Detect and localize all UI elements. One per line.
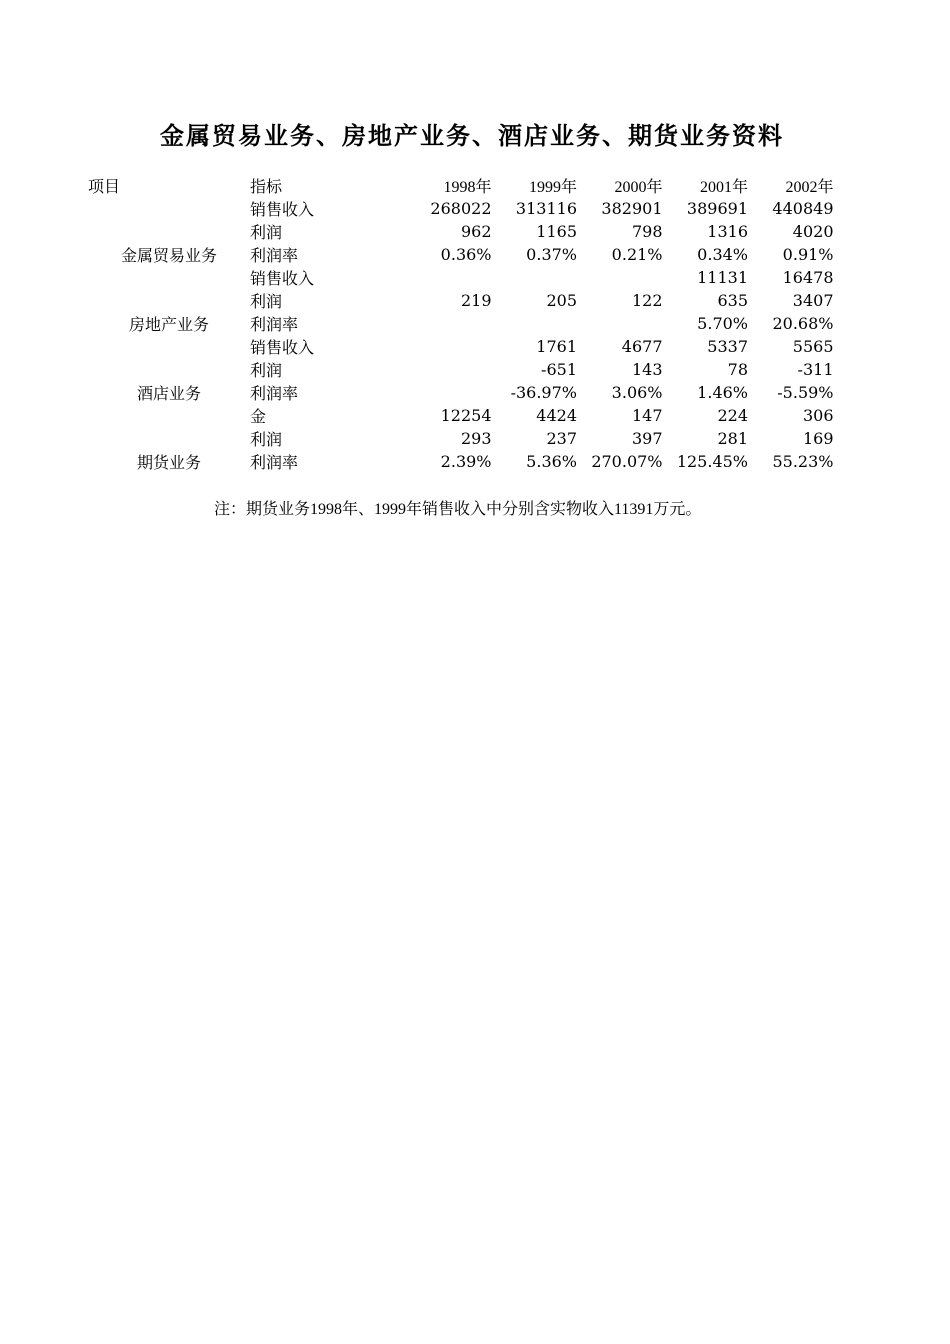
project-label <box>88 266 250 289</box>
value-cell <box>406 266 492 289</box>
indicator-label: 利润率 <box>250 453 299 472</box>
value-cell <box>577 266 663 289</box>
footnote: 注：期货业务1998年、1999年销售收入中分别含实物收入11391万元。 <box>214 501 702 518</box>
value-cell: 5337 <box>707 337 748 356</box>
project-label <box>88 197 250 220</box>
value-cell: 313116 <box>515 199 577 218</box>
value-cell: 798 <box>631 222 663 241</box>
value-cell: 11131 <box>697 268 748 287</box>
project-label <box>88 404 250 427</box>
value-cell: 169 <box>802 429 834 448</box>
indicator-label: 金 <box>250 407 267 426</box>
header-row <box>88 174 834 197</box>
value-cell <box>406 312 492 335</box>
indicator-label: 销售收入 <box>250 200 315 219</box>
value-cell: 78 <box>727 360 748 379</box>
value-cell: 1761 <box>536 337 577 356</box>
value-cell: 16478 <box>782 268 834 287</box>
value-cell: 219 <box>460 291 492 310</box>
value-cell: 224 <box>717 406 748 425</box>
header-indicator: 指标 <box>250 177 283 196</box>
table-row <box>88 220 834 243</box>
value-cell: 20.68% <box>772 314 834 333</box>
table-row <box>88 358 834 381</box>
value-cell: 306 <box>802 406 834 425</box>
value-cell: 205 <box>546 291 577 310</box>
table-row <box>88 312 834 335</box>
value-cell: 389691 <box>686 199 748 218</box>
header-year: 1999年 <box>528 179 577 196</box>
value-cell <box>406 335 492 358</box>
value-cell: 0.36% <box>440 245 492 264</box>
project-label <box>88 220 250 243</box>
value-cell: 4424 <box>536 406 577 425</box>
table-row <box>88 427 834 450</box>
value-cell: -36.97% <box>510 383 577 402</box>
value-cell: 2.39% <box>440 452 492 471</box>
value-cell: 5565 <box>792 337 834 356</box>
value-cell: 270.07% <box>591 452 663 471</box>
table-body <box>88 174 834 473</box>
table-row <box>88 197 834 220</box>
value-cell: 3.06% <box>611 383 663 402</box>
indicator-label: 销售收入 <box>250 269 315 288</box>
value-cell <box>492 266 578 289</box>
table-row <box>88 404 834 427</box>
value-cell: 440849 <box>772 199 834 218</box>
sheet-title: 金属贸易业务、房地产业务、酒店业务、期货业务资料 <box>160 121 784 150</box>
header-year: 1998年 <box>443 179 492 196</box>
indicator-label: 利润 <box>250 292 283 311</box>
value-cell <box>492 312 578 335</box>
indicator-label: 利润 <box>250 223 283 242</box>
value-cell: 0.37% <box>526 245 577 264</box>
value-cell <box>577 312 663 335</box>
value-cell <box>406 381 492 404</box>
value-cell: 293 <box>460 429 492 448</box>
value-cell: 125.45% <box>676 452 748 471</box>
value-cell: 382901 <box>601 199 663 218</box>
indicator-label: 利润率 <box>250 246 299 265</box>
value-cell: 3407 <box>792 291 834 310</box>
value-cell: 268022 <box>430 199 492 218</box>
indicator-label: 利润 <box>250 361 283 380</box>
project-label <box>88 427 250 450</box>
data-table <box>88 174 834 473</box>
table-row <box>88 266 834 289</box>
value-cell: 237 <box>546 429 577 448</box>
value-cell: 4020 <box>792 222 834 241</box>
value-cell: 0.21% <box>611 245 663 264</box>
value-cell: 55.23% <box>772 452 834 471</box>
value-cell: 397 <box>631 429 663 448</box>
value-cell: -5.59% <box>777 383 834 402</box>
indicator-label: 利润 <box>250 430 283 449</box>
project-label: 房地产业务 <box>128 315 209 334</box>
table-row <box>88 450 834 473</box>
value-cell: 0.91% <box>782 245 834 264</box>
value-cell: 281 <box>717 429 748 448</box>
value-cell: -651 <box>541 360 577 379</box>
value-cell: -311 <box>797 360 834 379</box>
table-row <box>88 381 834 404</box>
project-label <box>88 289 250 312</box>
value-cell: 1.46% <box>697 383 748 402</box>
indicator-label: 利润率 <box>250 384 299 403</box>
value-cell: 0.34% <box>697 245 748 264</box>
header-year: 2000年 <box>614 179 663 196</box>
header-project: 项目 <box>88 177 121 196</box>
value-cell: 4677 <box>621 337 663 356</box>
header-year: 2001年 <box>699 179 748 196</box>
project-label: 金属贸易业务 <box>120 246 217 265</box>
value-cell: 122 <box>631 291 663 310</box>
indicator-label: 利润率 <box>250 315 299 334</box>
value-cell: 1165 <box>536 222 577 241</box>
indicator-label: 销售收入 <box>250 338 315 357</box>
value-cell: 12254 <box>440 406 492 425</box>
value-cell: 147 <box>631 406 663 425</box>
value-cell: 5.70% <box>697 314 748 333</box>
value-cell <box>406 358 492 381</box>
table-row <box>88 243 834 266</box>
value-cell: 1316 <box>707 222 748 241</box>
value-cell: 635 <box>717 291 748 310</box>
project-label: 期货业务 <box>136 453 201 472</box>
header-year: 2002年 <box>785 179 834 196</box>
table-row <box>88 289 834 312</box>
project-label <box>88 358 250 381</box>
value-cell: 5.36% <box>526 452 577 471</box>
project-label: 酒店业务 <box>136 384 201 403</box>
value-cell: 962 <box>460 222 492 241</box>
table-row <box>88 335 834 358</box>
value-cell: 143 <box>631 360 663 379</box>
project-label <box>88 335 250 358</box>
